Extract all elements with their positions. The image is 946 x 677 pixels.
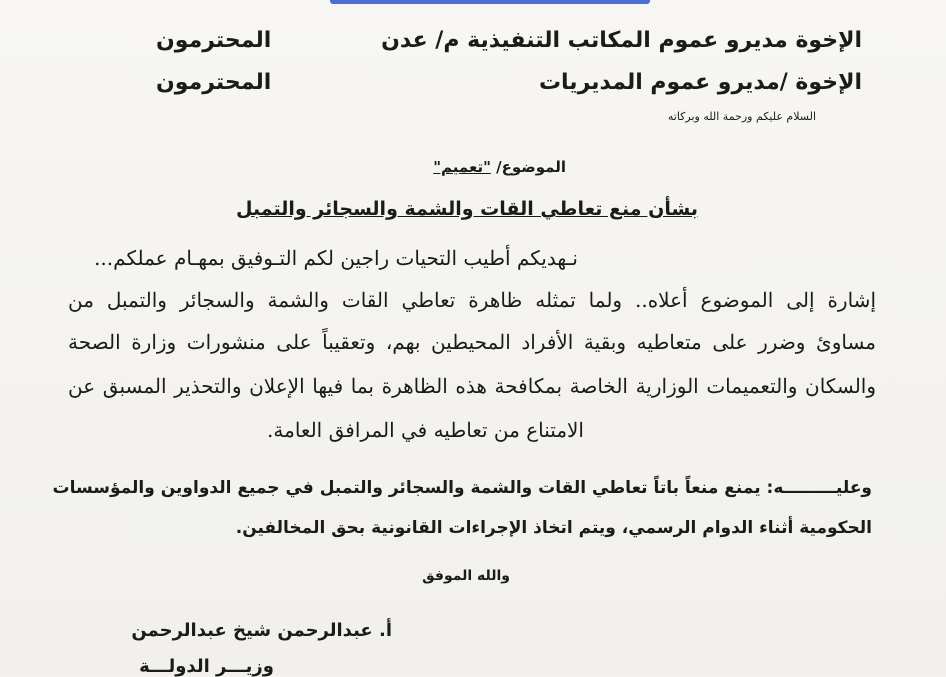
signer-title: وزيـــر الدولـــة (139, 656, 274, 677)
greeting: السلام عليكم ورحمة الله وبركاته (667, 110, 816, 123)
body-line-3: مساوئ وضرر على متعاطيه وبقية الأفراد المحيطين بهم، وتعقيباً على منشورات وزارة الصحة (68, 330, 876, 354)
subject-line (433, 158, 566, 176)
body-line-4: والسكان والتعميمات الوزارية الخاصة بمكافحة هذه الظاهرة بما فيها الإعلان والتحذير المسبق عن (68, 374, 876, 398)
decision-line-2: الحكومية أثناء الدوام الرسمي، ويتم اتخاذ الإجراءات القانونية بحق المخالفين. (235, 518, 872, 538)
subject-title: بشأن منع تعاطي القات والشمة والسجائر والتمبل (236, 198, 698, 220)
top-accent-bar (330, 0, 650, 4)
honorific-2: المحترمون (156, 70, 272, 95)
body-line-1: نـهديكم أطيب التحيات راجين لكم التـوفيق بمهـام عملكم... (94, 246, 578, 270)
addressee-line-1: الإخوة مديرو عموم المكاتب التنفيذية م/ عدن (381, 28, 862, 53)
subject-label: الموضوع/ (496, 158, 566, 176)
closing-phrase: والله الموفق (422, 568, 510, 584)
subject-value: "تعميم" (433, 158, 491, 176)
body-line-5: الامتناع من تعاطيه في المرافق العامة. (267, 418, 584, 442)
signer-name: أ. عبدالرحمن شيخ عبدالرحمن (131, 620, 392, 641)
addressee-line-2: الإخوة /مديرو عموم المديريات (538, 70, 862, 95)
honorific-1: المحترمون (156, 28, 272, 53)
decision-line-1: وعليـــــــــه: يمنع منعاً باتاً تعاطي القات والشمة والسجائر والتمبل في جميع الدواوين والمؤسسات (52, 478, 872, 498)
body-line-2: إشارة إلى الموضوع أعلاه.. ولما تمثله ظاهرة تعاطي القات والشمة والسجائر والتمبل من (68, 288, 876, 312)
